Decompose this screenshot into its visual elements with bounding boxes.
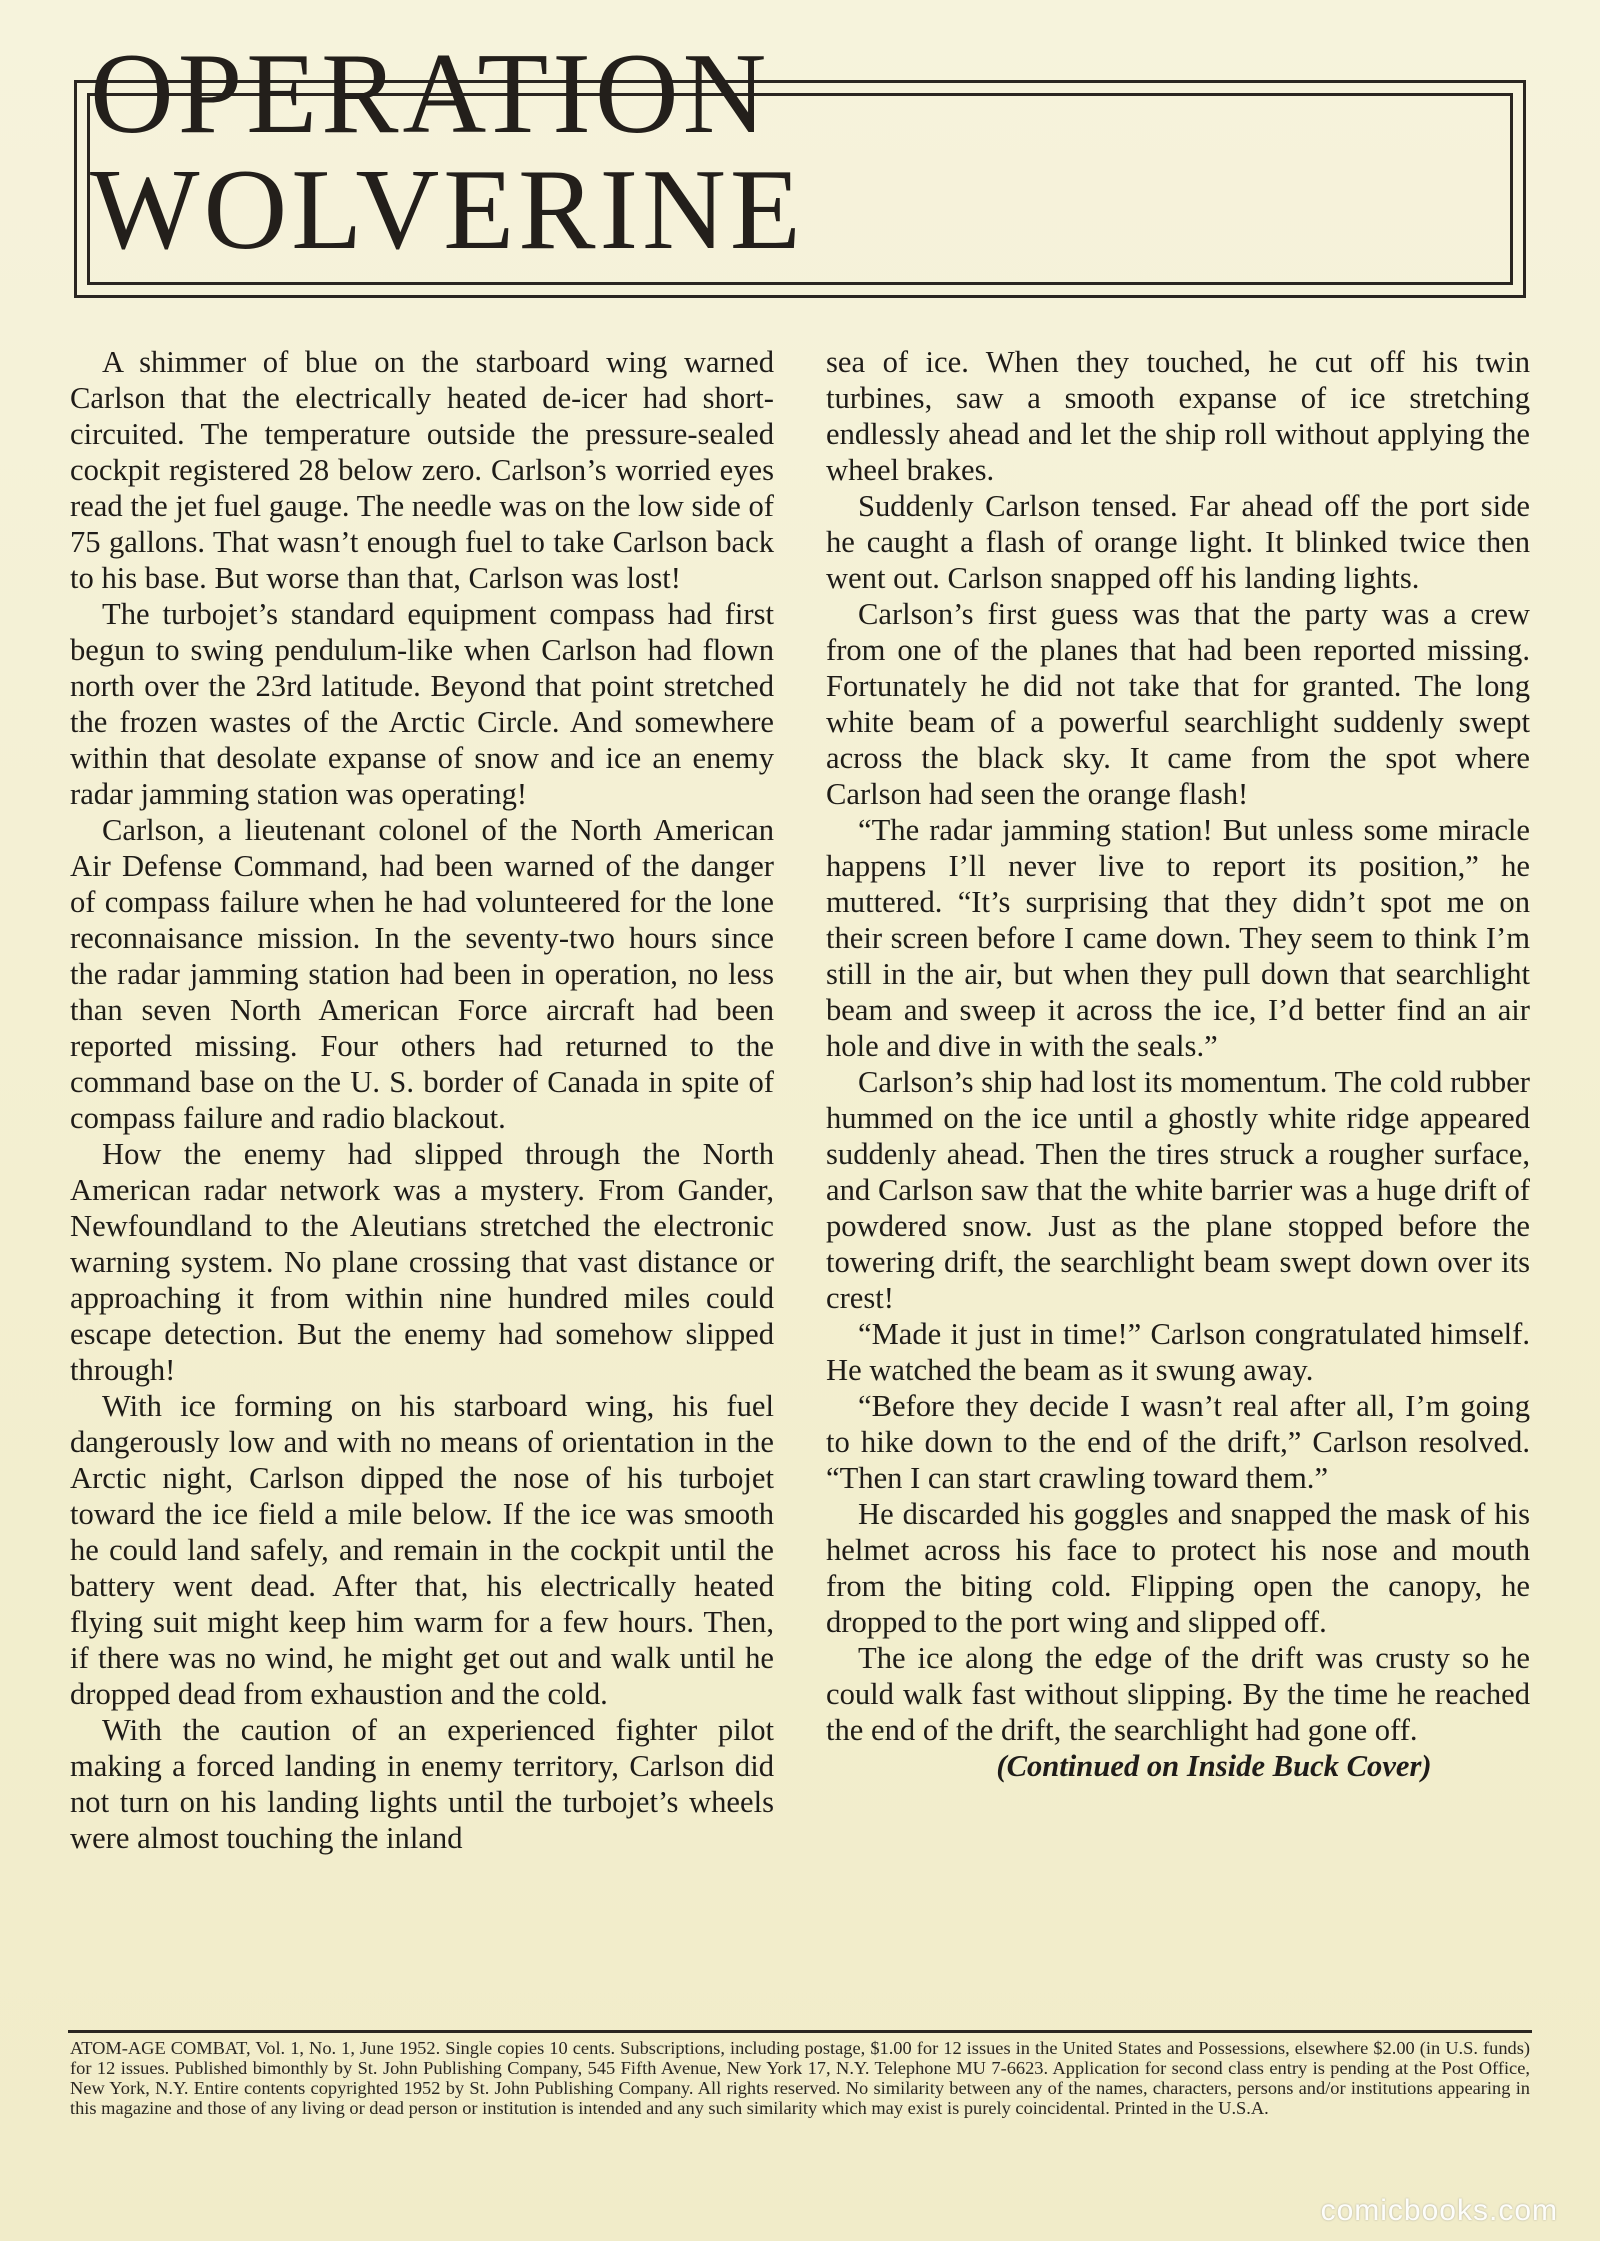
title-frame-inner: [87, 30, 1513, 285]
paragraph: With ice forming on his starboard wing, his fuel dangerously low and with no means of orientation in the Arctic night, Carlson dipped the nose of his turbojet toward the ice field a mile below. If the ice was smooth he could land safely, and remain in the cockpit until the battery went dead. After that, his electrically heated flying suit might keep him warm for a few hours. Then, if there was no wind, he might get out and walk until he dropped dead from exhaustion and the cold.: [70, 1389, 774, 1711]
paragraph: He discarded his goggles and snapped the mask of his helmet across his face to protect his nose and mouth from the biting cold. Flipping open the canopy, he dropped to the port wing and slipped off.: [826, 1497, 1530, 1639]
paragraph: “Made it just in time!” Carlson congratulated himself. He watched the beam as it swung away.: [826, 1317, 1530, 1387]
title-frame: [74, 30, 1526, 298]
footer-divider: [68, 2030, 1532, 2033]
right-column: [826, 344, 1530, 1856]
watermark-text: comicbooks.com: [1320, 2194, 1558, 2227]
publication-credits: ATOM-AGE COMBAT, Vol. 1, No. 1, June 1952. Single copies 10 cents. Subscriptions, including postage, $1.00 for 12 issues in the United States and Possessions, elsewhere $2.00 (in U.S. funds) for 12 issues. Published bimonthly by St. John Publishing Company, 545 Fifth Avenue, New York 17, N.Y. Telephone MU 7-6623. Application for second class entry is pending at the Post Office, New York, N.Y. Entire contents copyrighted 1952 by St. John Publishing Company. All rights reserved. No similarity between any of the names, characters, persons and/or institutions appearing in this magazine and those of any living or dead person or institution is intended and any such similarity which may exist is purely coincidental. Printed in the U.S.A.: [70, 2038, 1530, 2118]
story-columns: [70, 344, 1530, 1856]
paragraph: Carlson, a lieutenant colonel of the North American Air Defense Command, had been warned of the danger of compass failure when he had volunteered for the lone reconnaisance mission. In the seventy-two hours since the radar jamming station had been in operation, no less than seven North American Force aircraft had been reported missing. Four others had returned to the command base on the U. S. border of Canada in spite of compass failure and radio blackout.: [70, 813, 774, 1135]
paragraph: A shimmer of blue on the starboard wing warned Carlson that the electrically heated de-icer had short-circuited. The temperature outside the pressure-sealed cockpit registered 28 below zero. Carlson’s worried eyes read the jet fuel gauge. The needle was on the low side of 75 gallons. That wasn’t enough fuel to take Carlson back to his base. But worse than that, Carlson was lost!: [70, 345, 774, 595]
paragraph-continuation: sea of ice. When they touched, he cut off his twin turbines, saw a smooth expanse of ice stretching endlessly ahead and let the ship roll without applying the wheel brakes.: [826, 345, 1530, 487]
paragraph: “The radar jamming station! But unless some miracle happens I’ll never live to report its position,” he muttered. “It’s surprising that they didn’t spot me on their screen before I came down. They seem to think I’m still in the air, but when they pull down that searchlight beam and sweep it across the ice, I’d better find an air hole and dive in with the seals.”: [826, 813, 1530, 1063]
paragraph: With the caution of an experienced fighter pilot making a forced landing in enemy territory, Carlson did not turn on his landing lights until the turbojet’s wheels were almost touching the inland: [70, 1713, 774, 1855]
left-column: [70, 344, 774, 1856]
paragraph: Carlson’s first guess was that the party was a crew from one of the planes that had been reported missing. Fortunately he did not take that for granted. The long white beam of a powerful searchlight suddenly swept across the black sky. It came from the spot where Carlson had seen the orange flash!: [826, 597, 1530, 811]
paragraph: The ice along the edge of the drift was crusty so he could walk fast without slipping. By the time he reached the end of the drift, the searchlight had gone off.: [826, 1641, 1530, 1747]
paragraph: “Before they decide I wasn’t real after all, I’m going to hike down to the end of the drift,” Carlson resolved. “Then I can start crawling toward them.”: [826, 1389, 1530, 1495]
paragraph: How the enemy had slipped through the North American radar network was a mystery. From Gander, Newfoundland to the Aleutians stretched the electronic warning system. No plane crossing that vast distance or approaching it from within nine hundred miles could escape detection. But the enemy had somehow slipped through!: [70, 1137, 774, 1387]
paragraph: The turbojet’s standard equipment compass had first begun to swing pendulum-like when Carlson had flown north over the 23rd latitude. Beyond that point stretched the frozen wastes of the Arctic Circle. And somewhere within that desolate expanse of snow and ice an enemy radar jamming station was operating!: [70, 597, 774, 811]
paragraph: Carlson’s ship had lost its momentum. The cold rubber hummed on the ice until a ghostly white ridge appeared suddenly ahead. Then the tires struck a rougher surface, and Carlson saw that the white barrier was a huge drift of powdered snow. Just as the plane stopped before the towering drift, the searchlight beam swept down over its crest!: [826, 1065, 1530, 1315]
continued-note: (Continued on Inside Buck Cover): [996, 1749, 1432, 1783]
paragraph: Suddenly Carlson tensed. Far ahead off the port side he caught a flash of orange light. It blinked twice then went out. Carlson snapped off his landing lights.: [826, 489, 1530, 595]
page-title: OPERATION WOLVERINE: [90, 30, 805, 275]
